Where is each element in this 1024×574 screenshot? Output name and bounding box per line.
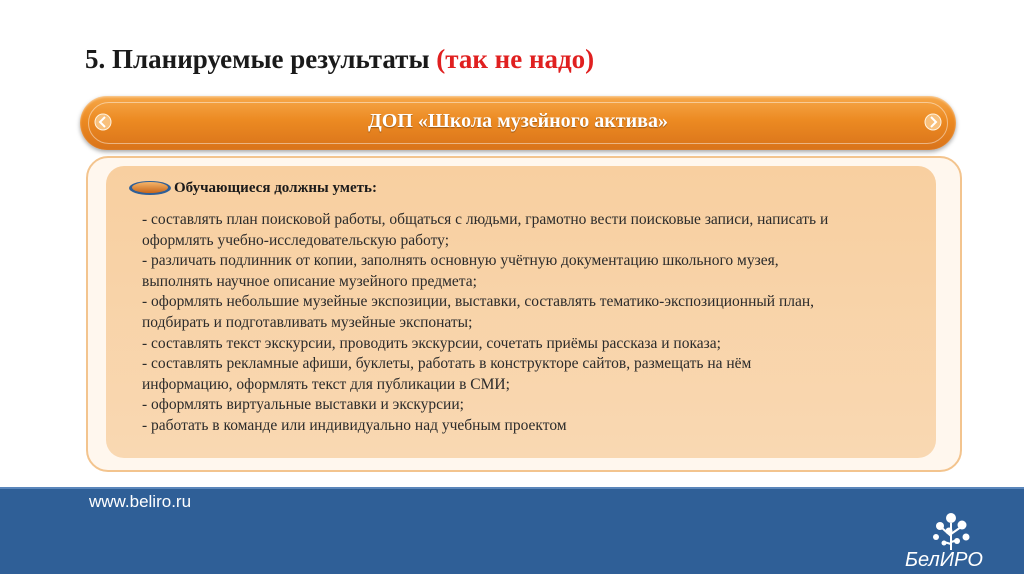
list-item: выполнять научное описание музейного предмета; [142,272,477,290]
banner-title: ДОП «Школа музейного актива» [368,110,668,132]
section-heading: Обучающиеся должны уметь: [174,180,377,196]
list-item: - составлять план поисковой работы, общаться с людьми, грамотно вести поисковые записи, написать и [142,211,829,228]
list-item: оформлять учебно-исследовательскую работу; [142,231,449,249]
title-main: 5. Планируемые результаты [85,44,437,74]
site-link[interactable]: www.beliro.ru [89,492,192,511]
header-banner [80,96,956,150]
title-note: (так не надо) [436,44,595,74]
footer-divider [0,487,1024,489]
chevron-right-icon [924,113,942,131]
list-item: - оформлять виртуальные выставки и экскурсии; [142,396,464,414]
list-item: - работать в команде или индивидуально над учебным проектом [142,416,567,434]
list-item: - оформлять небольшие музейные экспозиции, выставки, составлять тематико-экспозиционный план, [142,293,815,311]
logo-label: БелИРО [905,549,983,571]
list-item: информацию, оформлять текст для публикации в СМИ; [142,375,510,393]
pill-bullet-icon [128,180,172,196]
list-item: - составлять текст экскурсии, проводить экскурсии, сочетать приёмы рассказа и показа; [142,334,721,352]
list-item: - составлять рекламные афиши, буклеты, работать в конструкторе сайтов, размещать на нём [142,355,752,373]
list-item: подбирать и подготавливать музейные экспонаты; [142,313,473,331]
skills-list [142,210,922,437]
list-item: - различать подлинник от копии, заполнять основную учётную документацию школьного музея, [142,252,779,270]
slide-title [85,44,594,75]
